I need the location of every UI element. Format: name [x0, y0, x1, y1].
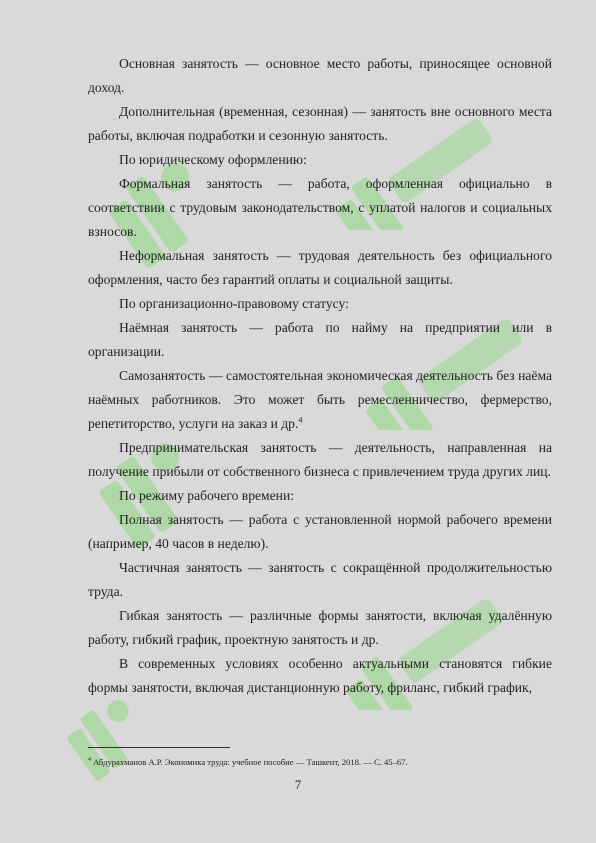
page-number: 7: [294, 778, 302, 792]
page-body: [88, 52, 552, 700]
paragraph-part-time-employment: Частичная занятость — занятость с сокращённой продолжительностью труда.: [88, 560, 552, 599]
heading-legal-status: По организационно-правовому статусу:: [119, 296, 349, 311]
heading-working-time: По режиму рабочего времени:: [119, 488, 295, 503]
paragraph-formal-employment: Формальная занятость — работа, оформленная официально в соответствии с трудовым законодательством, с уплатой налогов и социальных взносов.: [88, 176, 552, 239]
footnote-reference[interactable]: 4: [298, 415, 303, 425]
paragraph-self-employment-text: Самозанятость — самостоятельная экономическая деятельность без наёма наёмных работников. Это может быть ремесленничество, фермерство, репетиторство, услуги на заказ и др.: [88, 368, 552, 431]
footnote-divider: [88, 747, 230, 748]
footnote: [88, 754, 552, 768]
footnote-number: 4: [88, 757, 91, 763]
paragraph-main-employment: Основная занятость — основное место работы, приносящее основной доход.: [88, 56, 552, 95]
paragraph-modern-conditions: В современных условиях особенно актуальными становятся гибкие формы занятости, включая дистанционную работу, фриланс, гибкий график,: [88, 656, 552, 695]
watermark-logo-icon: [60, 690, 160, 790]
paragraph-entrepreneurial-employment: Предпринимательская занятость — деятельность, направленная на получение прибыли от собственного бизнеса с привлечением труда других лиц.: [88, 440, 552, 479]
paragraph-hired-employment: Наёмная занятость — работа по найму на предприятии или в организации.: [88, 320, 552, 359]
paragraph-self-employment: [88, 364, 552, 436]
footnote-text: Абдурахманов А.Р. Экономика труда: учебное пособие — Ташкент, 2018. — С. 45–67.: [91, 756, 408, 767]
paragraph-informal-employment: Неформальная занятость — трудовая деятельность без официального оформления, часто без гарантий оплаты и социальной защиты.: [88, 248, 552, 287]
heading-legal-form: По юридическому оформлению:: [119, 152, 307, 167]
paragraph-full-employment: Полная занятость — работа с установленной нормой рабочего времени (например, 40 часов в неделю).: [88, 512, 552, 551]
paragraph-flexible-employment: Гибкая занятость — различные формы занятости, включая удалённую работу, гибкий график, проектную занятость и др.: [88, 608, 552, 647]
paragraph-additional-employment: Дополнительная (временная, сезонная) — занятость вне основного места работы, включая подработки и сезонную занятость.: [88, 104, 552, 143]
